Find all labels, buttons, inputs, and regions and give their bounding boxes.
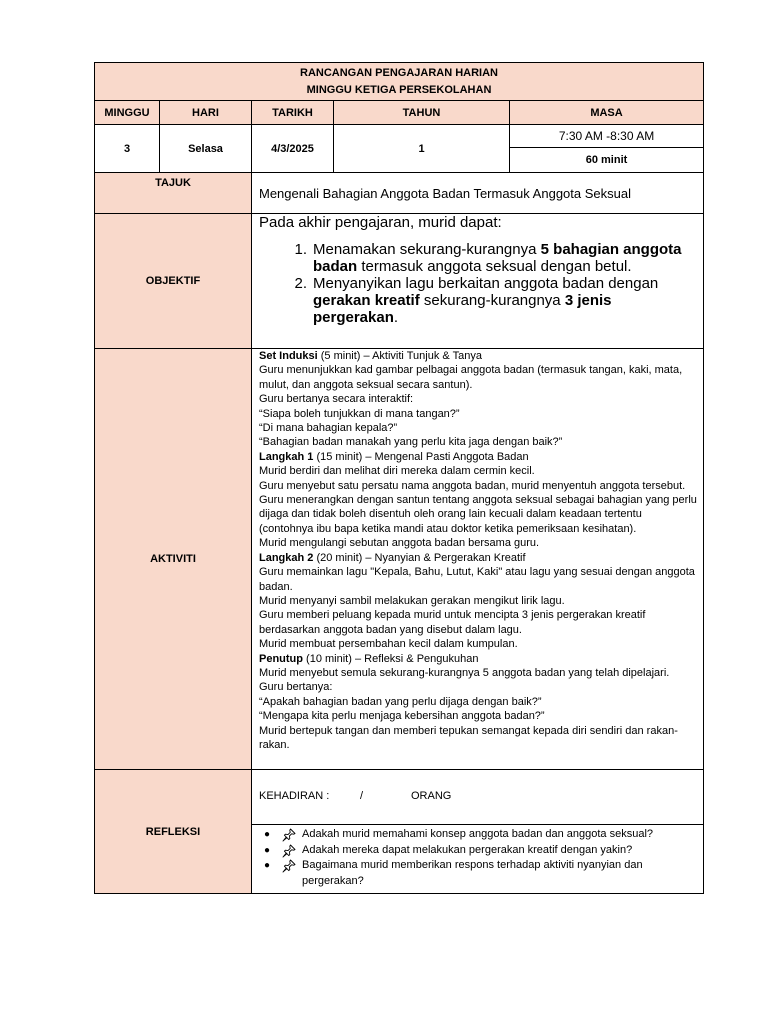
- header-minggu: MINGGU: [95, 101, 160, 125]
- value-tahun: 1: [334, 125, 510, 173]
- objektif-item-number: 2.: [294, 275, 307, 292]
- aktiviti-line: Guru memainkan lagu "Kepala, Bahu, Lutut, Kaki" atau lagu yang sesuai dengan anggota badan.: [259, 566, 695, 593]
- aktiviti-label: AKTIVITI: [95, 349, 252, 770]
- aktiviti-line: “Mengapa kita perlu menjaga kebersihan anggota badan?”: [259, 710, 545, 723]
- bullet-icon: ●: [263, 844, 271, 856]
- aktiviti-line: Murid membuat persembahan kecil dalam kumpulan.: [259, 638, 518, 651]
- header-masa: MASA: [510, 101, 704, 125]
- langkah-2-heading: Langkah 2 (20 minit) – Nyanyian & Pergerakan Kreatif: [259, 551, 526, 564]
- aktiviti-line: “Di mana bahagian kepala?”: [259, 422, 398, 435]
- title-line-2: MINGGU KETIGA PERSEKOLAHAN: [306, 83, 492, 96]
- aktiviti-line: “Apakah bahagian badan yang perlu dijaga dengan baik?”: [259, 695, 542, 708]
- aktiviti-content: [252, 349, 704, 770]
- objektif-intro: Pada akhir pengajaran, murid dapat:: [259, 214, 502, 231]
- refleksi-question: ● Adakah mereka dapat melakukan pergerakan kreatif dengan yakin?: [252, 843, 699, 859]
- aktiviti-line: Guru menunjukkan kad gambar pelbagai anggota badan (termasuk tangan, kaki, mata, mulut, dan anggota seksual secara santun).: [259, 364, 683, 391]
- aktiviti-line: Guru memberi peluang kepada murid untuk mencipta 3 jenis pergerakan kreatif berdasarkan anggota badan yang disebut dalam lagu.: [259, 609, 646, 636]
- aktiviti-line: Guru bertanya secara interaktif:: [259, 393, 414, 406]
- tajuk-label: TAJUK: [95, 173, 252, 214]
- header-tarikh: TARIKH: [252, 101, 334, 125]
- objektif-item: 2. Menyanyikan lagu berkaitan anggota badan dengan gerakan kreatif sekurang-kurangnya 3 jenis pergerakan.: [259, 275, 697, 326]
- header-hari: HARI: [160, 101, 252, 125]
- objektif-item-number: 1.: [294, 241, 307, 258]
- value-tarikh: 4/3/2025: [252, 125, 334, 173]
- kehadiran-line: [252, 770, 704, 825]
- refleksi-label: REFLEKSI: [95, 770, 252, 894]
- objektif-label: OBJEKTIF: [95, 214, 252, 349]
- aktiviti-line: Murid menyebut semula sekurang-kurangnya 5 anggota badan yang telah dipelajari.: [259, 666, 670, 679]
- pushpin-icon: [282, 827, 302, 843]
- pushpin-icon: [282, 843, 302, 859]
- lesson-plan-title: [95, 63, 704, 101]
- lesson-plan-table: [94, 62, 704, 894]
- aktiviti-line: Murid mengulangi sebutan anggota badan bersama guru.: [259, 537, 540, 550]
- bullet-icon: ●: [263, 829, 271, 840]
- kehadiran-label: KEHADIRAN :: [259, 790, 330, 802]
- langkah-1-heading: Langkah 1 (15 minit) – Mengenal Pasti Anggota Badan: [259, 450, 529, 463]
- aktiviti-line: Guru menyebut satu persatu nama anggota badan, murid menyentuh anggota tersebut.: [259, 479, 686, 492]
- objektif-list: [259, 241, 697, 326]
- kehadiran-slash: /: [360, 790, 364, 802]
- value-masa-time: 7:30 AM -8:30 AM: [510, 125, 704, 148]
- pushpin-icon: [282, 858, 302, 889]
- aktiviti-line: Guru menerangkan dengan santun tentang anggota seksual sebagai bahagian yang perlu dijaga dan tidak boleh disentuh oleh orang lain kecuali dalam keadaan tertentu (contohnya ibu bapa ketika mandi atau doktor ketika pemeriksaan kesihatan).: [259, 494, 697, 535]
- refleksi-question-list: [252, 827, 699, 889]
- value-hari: Selasa: [160, 125, 252, 173]
- aktiviti-line: Murid bertepuk tangan dan memberi tepukan semangat kepada diri sendiri dan rakan-rakan.: [259, 724, 678, 751]
- title-line-1: RANCANGAN PENGAJARAN HARIAN: [300, 66, 499, 79]
- bullet-icon: ●: [263, 860, 271, 871]
- value-masa-duration: 60 minit: [510, 148, 704, 173]
- refleksi-question: ● Adakah murid memahami konsep anggota badan dan anggota seksual?: [252, 827, 699, 843]
- objektif-content: [252, 214, 704, 349]
- aktiviti-line: Murid berdiri dan melihat diri mereka dalam cermin kecil.: [259, 465, 535, 478]
- aktiviti-line: Guru bertanya:: [259, 681, 333, 694]
- aktiviti-line: Murid menyanyi sambil melakukan gerakan mengikut lirik lagu.: [259, 594, 565, 607]
- value-minggu: 3: [95, 125, 160, 173]
- aktiviti-line: “Bahagian badan manakah yang perlu kita jaga dengan baik?”: [259, 436, 563, 449]
- tajuk-text: Mengenali Bahagian Anggota Badan Termasuk Anggota Seksual: [252, 173, 704, 214]
- refleksi-questions: [252, 825, 704, 894]
- refleksi-question: ● Bagaimana murid memberikan respons terhadap aktiviti nyanyian dan pergerakan?: [252, 858, 699, 889]
- objektif-item: 1. Menamakan sekurang-kurangnya 5 bahagian anggota badan termasuk anggota seksual dengan betul.: [259, 241, 697, 275]
- aktiviti-line: “Siapa boleh tunjukkan di mana tangan?”: [259, 407, 460, 420]
- penutup-heading: Penutup (10 minit) – Refleksi & Pengukuhan: [259, 652, 479, 665]
- header-tahun: TAHUN: [334, 101, 510, 125]
- set-induksi-heading: Set Induksi (5 minit) – Aktiviti Tunjuk & Tanya: [259, 350, 482, 362]
- kehadiran-orang: ORANG: [411, 790, 452, 802]
